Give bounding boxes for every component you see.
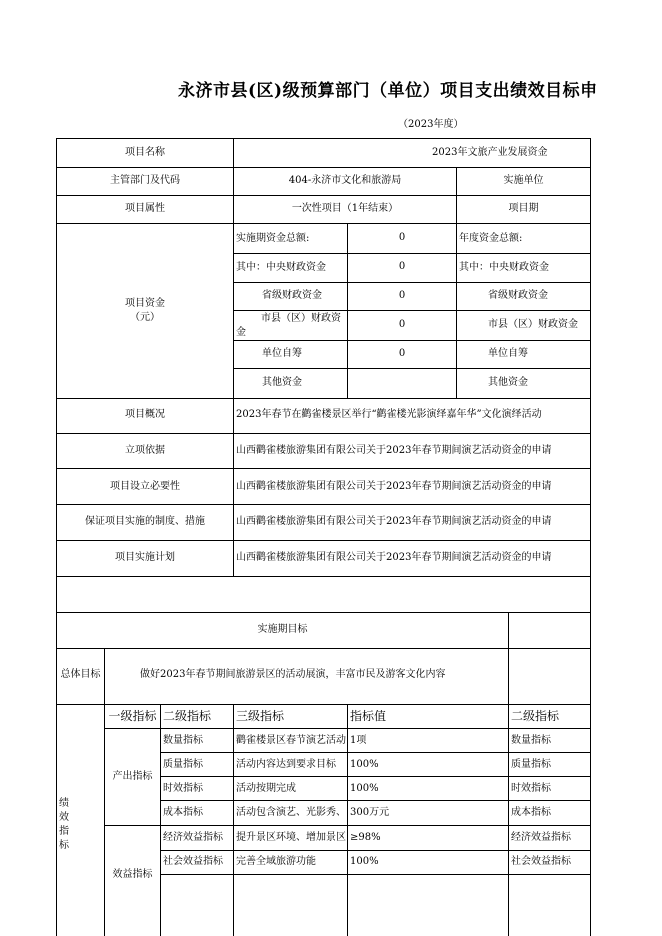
funds-label: 项目资金 （元） (125, 298, 165, 323)
measures-label: 保证项目实施的制度、措施 (85, 516, 205, 527)
overall-goal-value: 做好2023年春节期间旅游景区的活动展演，丰富市民及游客文化内容 (140, 669, 446, 680)
funds-total-value: 0 (398, 232, 406, 243)
project-name-value: 2023年文旅产业发展资金 (432, 147, 548, 158)
table-row-value: ≥98% (350, 832, 381, 843)
table-row-value: 300万元 (350, 807, 390, 818)
funds-year-total-label: 年度资金总额: (459, 233, 523, 244)
perf-indicator-label: 绩效指标 (59, 798, 69, 851)
col-level3-header: 三级指标 (236, 709, 285, 723)
overview-value: 2023年春节在鹳雀楼景区举行“鹳雀楼光影演绎嘉年华”文化演绎活动 (236, 409, 542, 420)
table-row-level2-right: 经济效益指标 (511, 832, 571, 843)
project-attr-label: 项目属性 (125, 203, 165, 214)
table-row-value: 1项 (350, 735, 367, 746)
measures-value: 山西鹳雀楼旅游集团有限公司关于2023年春节期间演艺活动资金的申请 (236, 516, 552, 527)
plan-label: 项目实施计划 (115, 552, 175, 563)
overall-goal-label: 总体目标 (60, 669, 101, 680)
table-row-level2-right: 社会效益指标 (511, 856, 571, 867)
table-row-level2: 时效指标 (163, 783, 203, 794)
overview-label: 项目概况 (125, 409, 165, 420)
table-row-value: 100% (350, 783, 379, 794)
dept-label: 主管部门及代码 (110, 175, 180, 186)
necessity-label: 项目设立必要性 (110, 481, 180, 492)
table-row-level2-right: 时效指标 (511, 783, 551, 794)
funds-city-value: 0 (398, 319, 406, 330)
col-level2-right-header: 二级指标 (511, 709, 560, 723)
project-name-label: 项目名称 (125, 147, 165, 158)
basis-label: 立项依据 (125, 445, 165, 456)
funds-province-label: 省级财政资金 (262, 290, 322, 301)
table-row-level2-right: 数量指标 (511, 735, 551, 746)
table-row-level3: 活动按期完成 (236, 783, 296, 794)
basis-value: 山西鹳雀楼旅游集团有限公司关于2023年春节期间演艺活动资金的申请 (236, 445, 552, 456)
funds-self-value: 0 (398, 348, 406, 359)
table-row-level3: 提升景区环境、增加景区 (236, 832, 346, 843)
funds-self-label: 单位自筹 (262, 348, 302, 359)
plan-value: 山西鹳雀楼旅游集团有限公司关于2023年春节期间演艺活动资金的申请 (236, 552, 552, 563)
table-row-level2-right: 质量指标 (511, 759, 551, 770)
table-row-level3: 活动内容达到要求目标 (236, 759, 336, 770)
table-row-level2: 数量指标 (163, 735, 203, 746)
col-level1-header: 一级指标 (108, 709, 157, 723)
table-row-level3: 鹳雀楼景区春节演艺活动 (236, 735, 346, 746)
table-row-value: 100% (350, 759, 379, 770)
table-row-level2: 社会效益指标 (163, 856, 223, 867)
funds-province-value: 0 (398, 290, 406, 301)
col-level2-header: 二级指标 (163, 709, 212, 723)
table-row-value: 100% (350, 856, 379, 867)
page-title: 永济市县(区)级预算部门（单位）项目支出绩效目标申 (178, 81, 598, 101)
impl-unit-label: 实施单位 (503, 175, 544, 186)
table-row-level3: 活动包含演艺、光影秀、 (236, 807, 346, 818)
fiscal-year: （2023年度） (398, 119, 464, 130)
necessity-value: 山西鹳雀楼旅游集团有限公司关于2023年春节期间演艺活动资金的申请 (236, 481, 552, 492)
dept-value: 404-永济市文化和旅游局 (288, 175, 402, 186)
funds-year-self-label: 单位自筹 (488, 348, 528, 359)
col-value-header: 指标值 (350, 709, 387, 723)
funds-city-label: 市县（区）财政资金 (236, 313, 341, 338)
table-row-level3: 完善全域旅游功能 (236, 856, 316, 867)
output-indicator-label: 产出指标 (112, 771, 153, 782)
table-row-level2: 成本指标 (163, 807, 203, 818)
table-row-level2: 经济效益指标 (163, 832, 223, 843)
project-attr-value: 一次性项目（1年结束） (291, 203, 399, 214)
table-row-level2: 质量指标 (163, 759, 203, 770)
funds-central-label: 其中：中央财政资金 (236, 262, 326, 273)
benefit-indicator-label: 效益指标 (112, 869, 153, 880)
project-period-label: 项目期 (508, 203, 539, 214)
funds-year-province-label: 省级财政资金 (488, 290, 548, 301)
funds-year-other-label: 其他资金 (488, 377, 528, 388)
funds-total-label: 实施期资金总额: (236, 233, 310, 244)
table-row-level2-right: 成本指标 (511, 807, 551, 818)
funds-central-value: 0 (398, 261, 406, 272)
funds-year-central-label: 其中：中央财政资金 (459, 262, 549, 273)
funds-other-label: 其他资金 (262, 377, 302, 388)
impl-period-goal-label: 实施期目标 (257, 624, 308, 635)
funds-year-city-label: 市县（区）财政资金 (488, 319, 578, 330)
